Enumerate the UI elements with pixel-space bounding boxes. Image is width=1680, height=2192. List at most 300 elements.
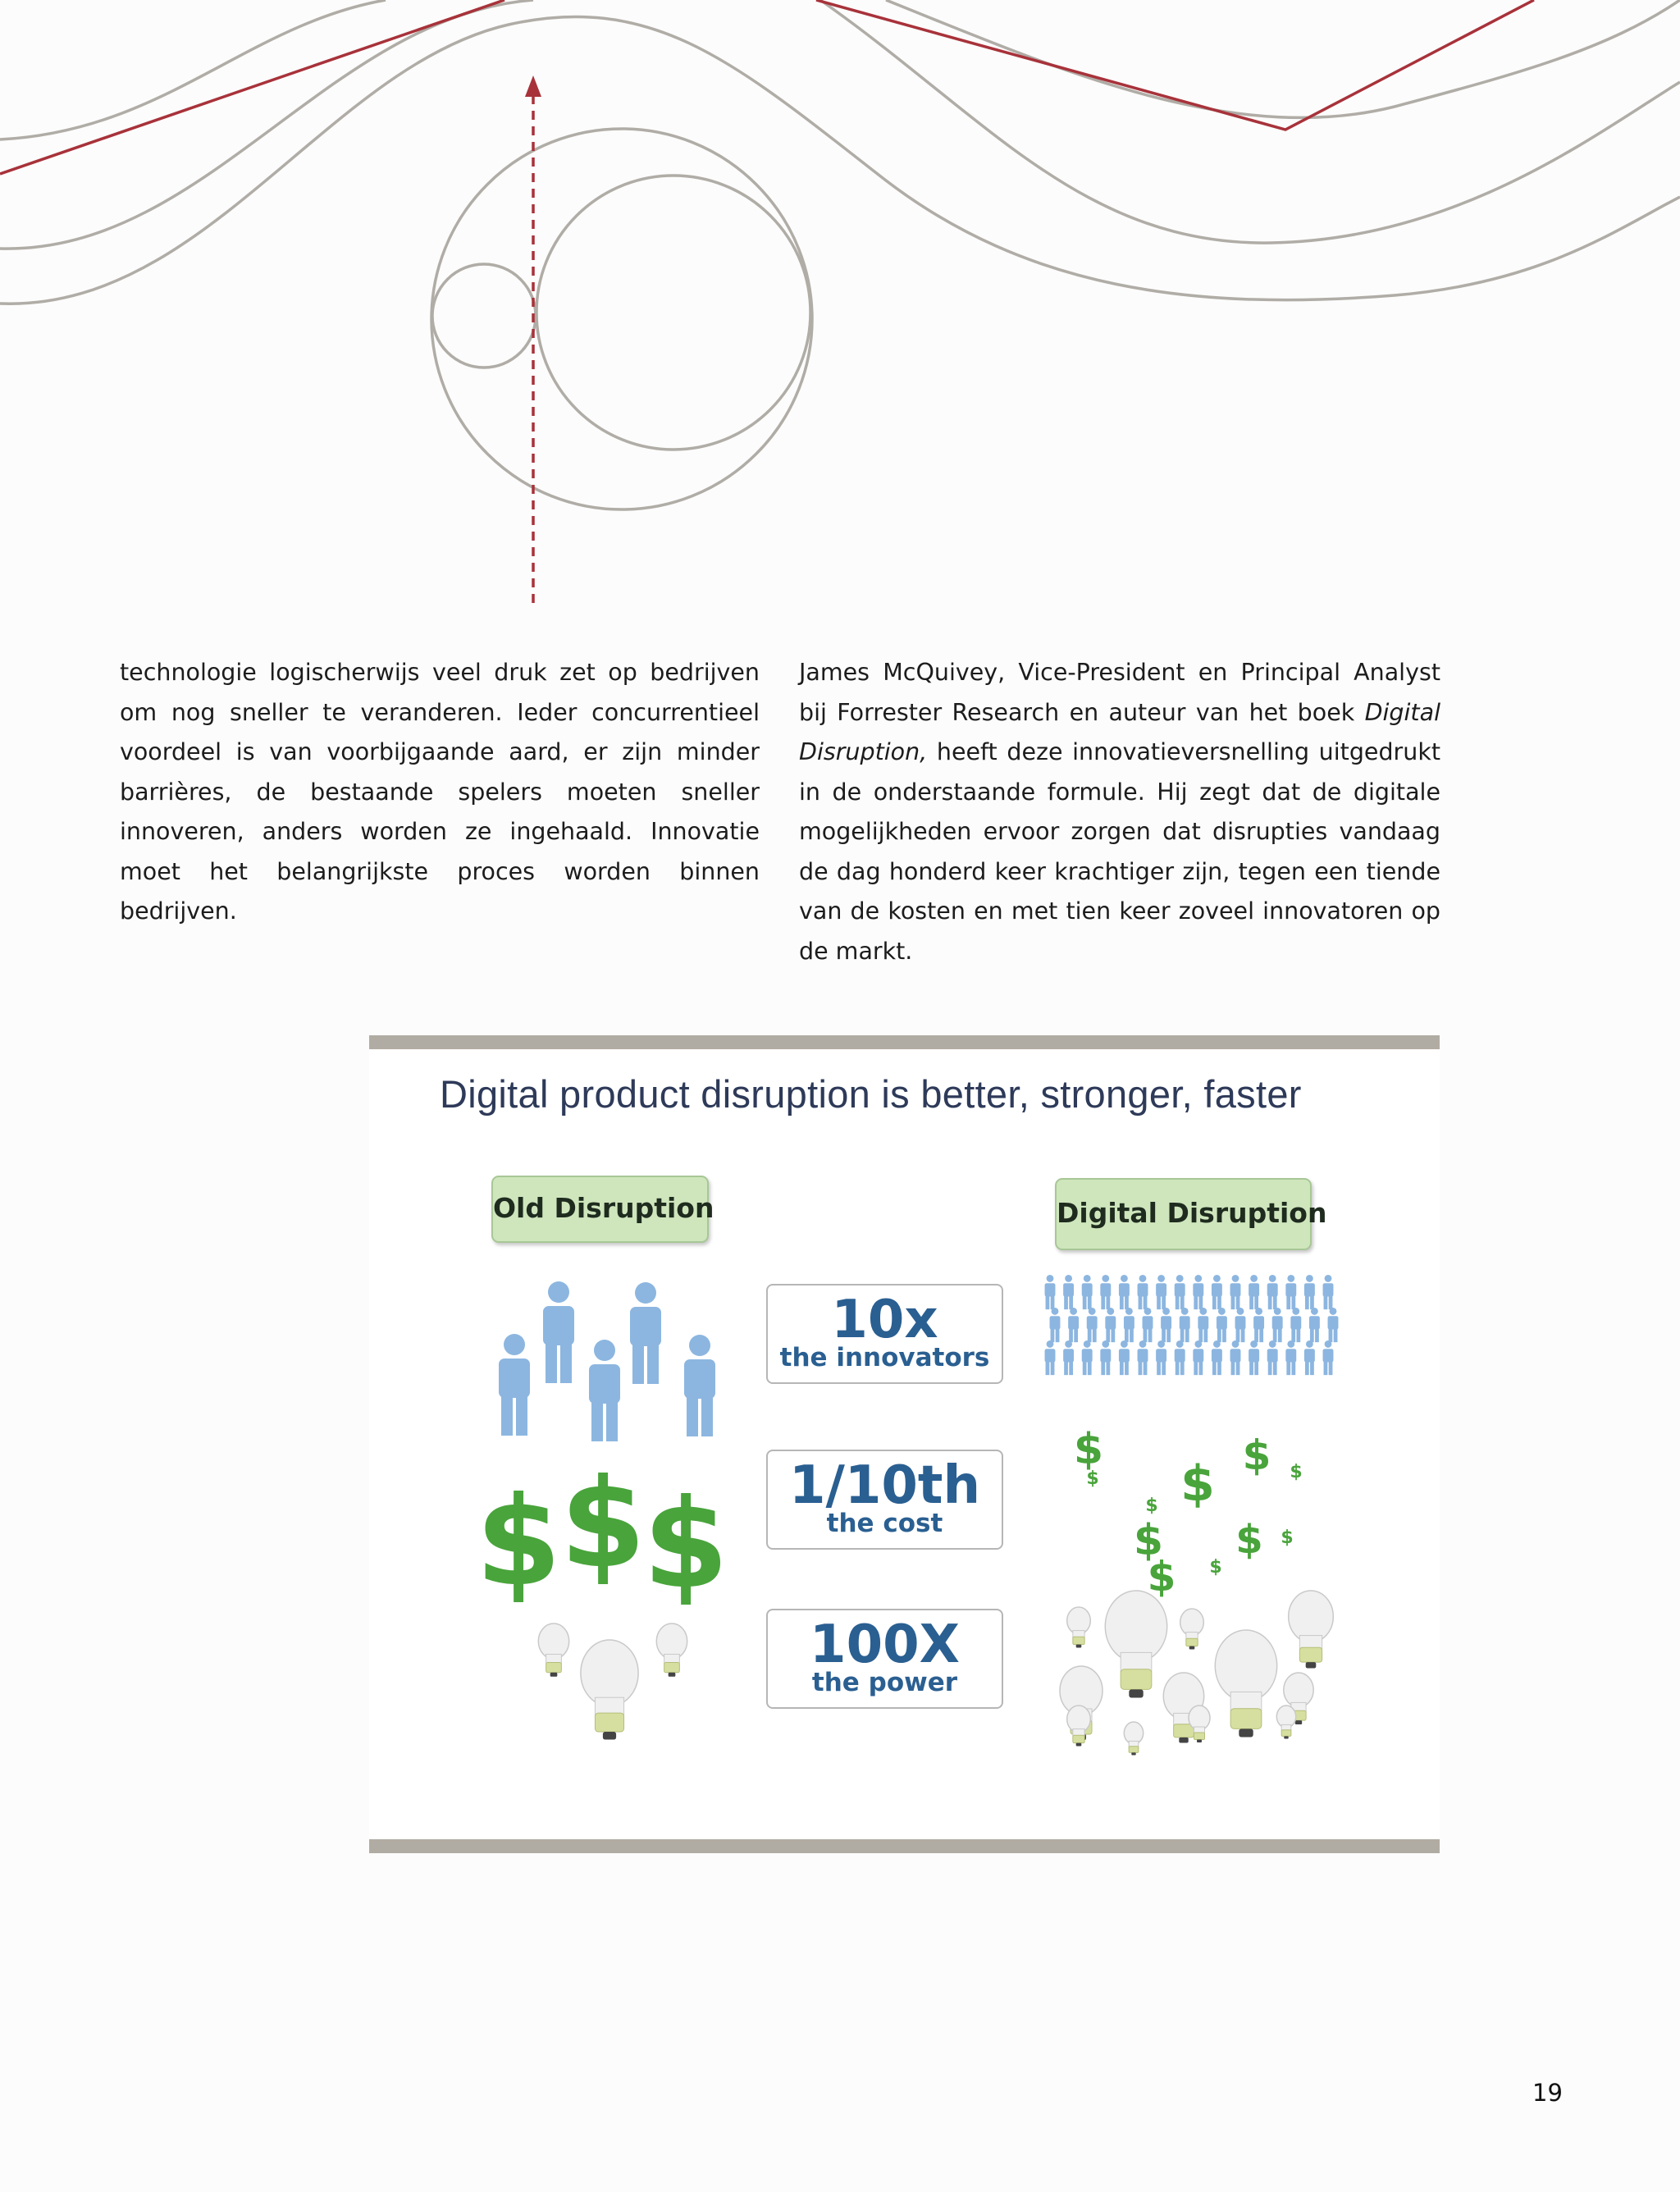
person-body <box>1045 1349 1056 1362</box>
dollar-icon: $ <box>1133 1516 1164 1565</box>
person-icon <box>1161 1308 1171 1342</box>
small-circle <box>432 264 536 368</box>
digital-disruption-label: Digital Disruption <box>1055 1178 1312 1250</box>
person-leg <box>1088 1295 1092 1309</box>
person-icon <box>1304 1275 1315 1309</box>
dollar-icon: $ <box>559 1453 646 1596</box>
person-leg <box>1310 1295 1314 1309</box>
person-head <box>1274 1308 1281 1315</box>
person-head <box>1232 1340 1239 1348</box>
person-head <box>1121 1275 1128 1282</box>
person-head <box>1306 1340 1313 1348</box>
person-leg <box>1088 1361 1092 1375</box>
person-head <box>1157 1340 1165 1348</box>
person-head <box>689 1335 710 1356</box>
person-body <box>1304 1283 1315 1296</box>
person-body <box>1267 1283 1278 1296</box>
person-body <box>1138 1349 1148 1362</box>
person-icon <box>1068 1308 1079 1342</box>
person-head <box>1325 1275 1332 1282</box>
body-text-left-column <box>120 653 760 932</box>
person-body <box>684 1359 715 1399</box>
person-icon <box>1119 1340 1130 1375</box>
person-head <box>1306 1275 1313 1282</box>
multiplier-cost <box>766 1450 1003 1550</box>
person-leg <box>1083 1361 1087 1375</box>
person-leg <box>1231 1361 1235 1375</box>
person-leg <box>1324 1361 1328 1375</box>
bulb-glass <box>1180 1609 1204 1636</box>
person-leg <box>1051 1295 1055 1309</box>
person-leg <box>1236 1361 1240 1375</box>
person-leg <box>1198 1361 1203 1375</box>
person-leg <box>1305 1361 1309 1375</box>
person-head <box>1065 1275 1072 1282</box>
person-head <box>1287 1340 1294 1348</box>
person-head <box>1181 1308 1189 1315</box>
bulb-tip <box>1076 1743 1082 1747</box>
person-leg <box>1162 1328 1166 1342</box>
person-body <box>1249 1349 1259 1362</box>
person-body <box>1285 1349 1296 1362</box>
person-leg <box>560 1342 572 1383</box>
person-leg <box>1106 1361 1110 1375</box>
person-icon <box>1156 1340 1166 1375</box>
multiplier-caption: the power <box>811 1668 958 1697</box>
bulb-glass <box>1289 1591 1334 1642</box>
person-leg <box>1291 1361 1295 1375</box>
person-head <box>635 1282 656 1304</box>
person-leg <box>1236 1328 1240 1342</box>
dollar-icon: $ <box>1281 1528 1294 1548</box>
person-icon <box>1198 1308 1208 1342</box>
bulb-base <box>1299 1647 1322 1662</box>
person-leg <box>1217 1295 1221 1309</box>
person-leg <box>1212 1361 1217 1375</box>
person-leg <box>1305 1295 1309 1309</box>
decorative-line-art <box>0 0 1680 623</box>
bulb-tip <box>1179 1738 1188 1743</box>
person-icon <box>1290 1308 1301 1342</box>
dollar-icon: $ <box>1147 1553 1176 1601</box>
dollar-icon: $ <box>1242 1432 1271 1479</box>
medium-circle <box>536 176 810 450</box>
light-bulb-icon <box>1215 1630 1276 1738</box>
person-icon <box>1304 1340 1315 1375</box>
person-leg <box>1268 1361 1272 1375</box>
person-leg <box>1157 1361 1161 1375</box>
person-head <box>1047 1275 1054 1282</box>
person-icon <box>630 1282 661 1384</box>
dollar-icon: $ <box>1145 1496 1158 1516</box>
light-bulb-icon <box>538 1623 568 1677</box>
person-leg <box>1088 1328 1092 1342</box>
light-bulb-icon <box>1289 1591 1334 1669</box>
person-leg <box>1291 1328 1295 1342</box>
person-head <box>1065 1340 1072 1348</box>
person-leg <box>1198 1295 1203 1309</box>
person-leg <box>1222 1328 1226 1342</box>
multiplier-caption: the innovators <box>779 1343 990 1372</box>
person-body <box>1249 1283 1259 1296</box>
person-head <box>1269 1275 1276 1282</box>
person-icon <box>1138 1275 1148 1309</box>
person-icon <box>1328 1308 1339 1342</box>
bulb-base <box>546 1663 562 1673</box>
dollar-icon: $ <box>1086 1468 1099 1489</box>
bulb-base <box>1194 1733 1205 1740</box>
person-icon <box>1063 1275 1074 1309</box>
person-head <box>1250 1275 1258 1282</box>
person-head <box>1102 1340 1109 1348</box>
person-body <box>1212 1349 1222 1362</box>
person-body <box>1156 1349 1166 1362</box>
person-leg <box>1180 1328 1185 1342</box>
person-icon <box>1100 1340 1111 1375</box>
person-leg <box>1069 1328 1073 1342</box>
person-body <box>1235 1316 1246 1329</box>
person-leg <box>1185 1328 1189 1342</box>
right-text-start: James McQuivey, Vice-President en Principal Analyst bij Forrester Research en auteur van het boek <box>799 659 1440 726</box>
person-head <box>1047 1340 1054 1348</box>
person-body <box>1063 1349 1074 1362</box>
person-leg <box>1315 1328 1319 1342</box>
left-paragraph: technologie logischerwijs veel druk zet op bedrijven om nog sneller te veranderen. Ieder concurrentieel voordeel is van voorbijgaande aard, er zijn minder barrières, de bestaande spelers moeten sneller innoveren, anders worden ze ingehaald. Innovatie moet het belangrijkste proces worden binnen bedrijven. <box>120 659 760 925</box>
bulb-tip <box>1295 1720 1302 1724</box>
person-head <box>1250 1340 1258 1348</box>
person-head <box>1125 1308 1133 1315</box>
person-icon <box>1045 1340 1056 1375</box>
person-leg <box>1249 1361 1253 1375</box>
person-leg <box>1046 1295 1050 1309</box>
person-body <box>1100 1349 1111 1362</box>
dollar-icon: $ <box>1290 1462 1303 1482</box>
dollar-icon: $ <box>1180 1455 1215 1513</box>
infographic-art <box>369 1049 1440 1839</box>
dollar-icon: $ <box>1235 1517 1263 1563</box>
person-body <box>1304 1349 1315 1362</box>
person-leg <box>1106 1295 1110 1309</box>
person-head <box>1162 1308 1170 1315</box>
person-head <box>1084 1340 1091 1348</box>
person-head <box>1292 1308 1299 1315</box>
person-leg <box>1273 1328 1277 1342</box>
person-leg <box>1064 1361 1068 1375</box>
bulb-glass <box>538 1623 568 1659</box>
person-leg <box>1310 1361 1314 1375</box>
person-leg <box>1051 1361 1055 1375</box>
person-leg <box>1259 1328 1263 1342</box>
person-head <box>1052 1308 1059 1315</box>
person-icon <box>1050 1308 1061 1342</box>
person-body <box>1253 1316 1264 1329</box>
person-leg <box>1241 1328 1245 1342</box>
person-body <box>1138 1283 1148 1296</box>
person-icon <box>1323 1275 1334 1309</box>
person-leg <box>1286 1361 1290 1375</box>
multiplier-power <box>766 1609 1003 1709</box>
person-body <box>1175 1349 1185 1362</box>
multiplier-caption: the cost <box>826 1509 943 1538</box>
person-leg <box>1254 1361 1258 1375</box>
person-leg <box>1157 1295 1161 1309</box>
person-leg <box>1329 1295 1333 1309</box>
person-icon <box>1175 1340 1185 1375</box>
person-leg <box>1180 1295 1185 1309</box>
person-leg <box>1176 1295 1180 1309</box>
person-leg <box>1120 1361 1124 1375</box>
person-leg <box>1254 1295 1258 1309</box>
person-body <box>1087 1316 1098 1329</box>
person-icon <box>1230 1340 1241 1375</box>
person-leg <box>1203 1328 1208 1342</box>
person-icon <box>1217 1308 1227 1342</box>
person-body <box>630 1307 661 1346</box>
person-leg <box>1198 1328 1203 1342</box>
person-leg <box>1051 1328 1055 1342</box>
person-body <box>1119 1349 1130 1362</box>
dollar-icon: $ <box>642 1473 729 1616</box>
bulb-tip <box>1284 1736 1288 1738</box>
person-body <box>1230 1349 1241 1362</box>
person-leg <box>1212 1295 1217 1309</box>
light-bulb-icon <box>581 1640 638 1740</box>
bulb-neck <box>1121 1652 1152 1671</box>
wave-line <box>0 0 1680 139</box>
person-icon <box>1082 1340 1093 1375</box>
arrow-head-icon <box>525 75 541 97</box>
bulb-tip <box>1076 1645 1082 1648</box>
person-icon <box>1230 1275 1241 1309</box>
light-bulb-icon <box>1067 1607 1091 1648</box>
person-body <box>1068 1316 1079 1329</box>
bulb-tip <box>603 1732 616 1739</box>
person-icon <box>1249 1275 1259 1309</box>
person-icon <box>499 1334 530 1436</box>
person-head <box>1121 1340 1128 1348</box>
person-head <box>1287 1275 1294 1282</box>
person-icon <box>1087 1308 1098 1342</box>
person-leg <box>1296 1328 1300 1342</box>
disruption-infographic <box>369 1049 1440 1839</box>
person-leg <box>1139 1361 1143 1375</box>
person-head <box>1194 1275 1202 1282</box>
person-leg <box>1324 1295 1328 1309</box>
person-head <box>1176 1340 1184 1348</box>
bulb-tip <box>1239 1728 1253 1737</box>
person-body <box>543 1306 574 1345</box>
person-leg <box>1291 1295 1295 1309</box>
person-leg <box>647 1343 659 1384</box>
bulb-base <box>1186 1638 1198 1646</box>
person-icon <box>1267 1275 1278 1309</box>
bulb-base <box>1073 1637 1084 1644</box>
person-icon <box>1212 1340 1222 1375</box>
person-head <box>504 1334 525 1355</box>
person-body <box>1161 1316 1171 1329</box>
light-bulb-icon <box>1276 1706 1295 1739</box>
person-leg <box>1194 1361 1198 1375</box>
dollar-icon: $ <box>1209 1557 1222 1578</box>
person-icon <box>1063 1340 1074 1375</box>
person-body <box>1105 1316 1116 1329</box>
person-body <box>589 1364 620 1404</box>
person-leg <box>1046 1361 1050 1375</box>
bulb-base <box>595 1713 623 1732</box>
person-leg <box>1074 1328 1078 1342</box>
bulb-base <box>1129 1747 1139 1753</box>
person-icon <box>1285 1275 1296 1309</box>
person-body <box>1050 1316 1061 1329</box>
person-icon <box>543 1281 574 1383</box>
person-body <box>1212 1283 1222 1296</box>
person-body <box>499 1359 530 1398</box>
person-leg <box>1106 1328 1110 1342</box>
person-leg <box>591 1400 603 1441</box>
bulb-glass <box>1215 1630 1276 1701</box>
person-icon <box>1193 1275 1203 1309</box>
person-head <box>1139 1340 1147 1348</box>
person-leg <box>1329 1328 1333 1342</box>
bulb-tip <box>1131 1752 1135 1755</box>
person-body <box>1100 1283 1111 1296</box>
person-body <box>1175 1283 1185 1296</box>
person-leg <box>1093 1328 1097 1342</box>
person-leg <box>1162 1295 1166 1309</box>
person-body <box>1323 1283 1334 1296</box>
bulb-tip <box>1197 1740 1202 1743</box>
person-head <box>1157 1275 1165 1282</box>
person-head <box>1199 1308 1207 1315</box>
right-paragraph <box>799 653 1440 971</box>
person-leg <box>1180 1361 1185 1375</box>
body-text-right-column <box>799 653 1440 971</box>
person-head <box>1089 1308 1096 1315</box>
person-icon <box>1193 1340 1203 1375</box>
person-icon <box>1119 1275 1130 1309</box>
bulb-neck <box>595 1697 623 1715</box>
person-leg <box>1139 1295 1143 1309</box>
person-icon <box>1285 1340 1296 1375</box>
person-leg <box>1111 1328 1115 1342</box>
person-body <box>1119 1283 1130 1296</box>
person-head <box>1232 1275 1239 1282</box>
bulb-tip <box>1306 1662 1317 1668</box>
person-leg <box>1064 1295 1068 1309</box>
person-leg <box>1144 1328 1148 1342</box>
person-icon <box>1124 1308 1134 1342</box>
person-head <box>1107 1308 1114 1315</box>
person-leg <box>1083 1295 1087 1309</box>
person-leg <box>1194 1295 1198 1309</box>
person-leg <box>1249 1295 1253 1309</box>
person-body <box>1272 1316 1283 1329</box>
person-icon <box>1253 1308 1264 1342</box>
person-body <box>1045 1283 1056 1296</box>
multiplier-value: 1/10th <box>788 1455 981 1516</box>
person-head <box>1139 1275 1147 1282</box>
bulb-glass <box>656 1623 687 1659</box>
person-head <box>1102 1275 1109 1282</box>
person-body <box>1217 1316 1227 1329</box>
person-head <box>1218 1308 1226 1315</box>
person-body <box>1082 1349 1093 1362</box>
right-text-end: heeft deze innovatieversnelling uitgedrukt in de onderstaande formule. Hij zegt dat de digitale mogelijkheden ervoor zorgen dat disrupties vandaag de dag honderd keer krachtiger zijn, tegen een tiende van de kosten en met tien keer zoveel innovatoren op de markt. <box>799 738 1440 965</box>
person-head <box>548 1281 569 1303</box>
person-body <box>1290 1316 1301 1329</box>
person-head <box>1311 1308 1318 1315</box>
person-head <box>1144 1308 1152 1315</box>
book-title: Digital Disruption, <box>799 698 1440 765</box>
person-leg <box>1125 1361 1129 1375</box>
person-head <box>594 1340 615 1361</box>
person-head <box>1325 1340 1332 1348</box>
bulb-base <box>1230 1709 1262 1729</box>
person-head <box>1237 1308 1244 1315</box>
person-body <box>1285 1283 1296 1296</box>
dollar-icon: $ <box>1073 1425 1104 1474</box>
bulb-tip <box>550 1673 558 1677</box>
person-body <box>1124 1316 1134 1329</box>
person-icon <box>1138 1340 1148 1375</box>
person-leg <box>1278 1328 1282 1342</box>
bulb-base <box>1281 1730 1291 1737</box>
person-head <box>1330 1308 1337 1315</box>
person-head <box>1194 1340 1202 1348</box>
bulb-neck <box>1230 1692 1262 1710</box>
person-body <box>1193 1283 1203 1296</box>
person-leg <box>501 1395 513 1436</box>
bulb-base <box>664 1663 680 1673</box>
person-body <box>1230 1283 1241 1296</box>
person-leg <box>1069 1361 1073 1375</box>
person-leg <box>1310 1328 1314 1342</box>
person-leg <box>1273 1361 1277 1375</box>
person-body <box>1198 1316 1208 1329</box>
person-head <box>1269 1340 1276 1348</box>
bulb-glass <box>581 1640 638 1706</box>
figure-bottom-rule <box>369 1839 1440 1853</box>
person-leg <box>1254 1328 1258 1342</box>
person-head <box>1255 1308 1262 1315</box>
person-leg <box>1268 1295 1272 1309</box>
person-icon <box>684 1335 715 1436</box>
person-body <box>1156 1283 1166 1296</box>
person-leg <box>1130 1328 1134 1342</box>
person-leg <box>1148 1328 1153 1342</box>
old-disruption-label: Old Disruption <box>491 1176 709 1243</box>
person-leg <box>606 1400 618 1441</box>
person-leg <box>1056 1328 1060 1342</box>
dollar-icon: $ <box>475 1471 562 1614</box>
person-icon <box>1235 1308 1246 1342</box>
person-icon <box>1143 1308 1153 1342</box>
bulb-tip <box>1129 1689 1143 1697</box>
multiplier-value: 10x <box>831 1290 938 1350</box>
person-body <box>1082 1283 1093 1296</box>
person-icon <box>1212 1275 1222 1309</box>
person-head <box>1213 1275 1221 1282</box>
person-head <box>1070 1308 1077 1315</box>
person-leg <box>1273 1295 1277 1309</box>
person-leg <box>1334 1328 1338 1342</box>
person-body <box>1328 1316 1339 1329</box>
person-icon <box>1267 1340 1278 1375</box>
wave-line <box>0 0 1680 249</box>
person-leg <box>632 1343 644 1384</box>
light-bulb-icon <box>656 1623 687 1677</box>
person-leg <box>1236 1295 1240 1309</box>
